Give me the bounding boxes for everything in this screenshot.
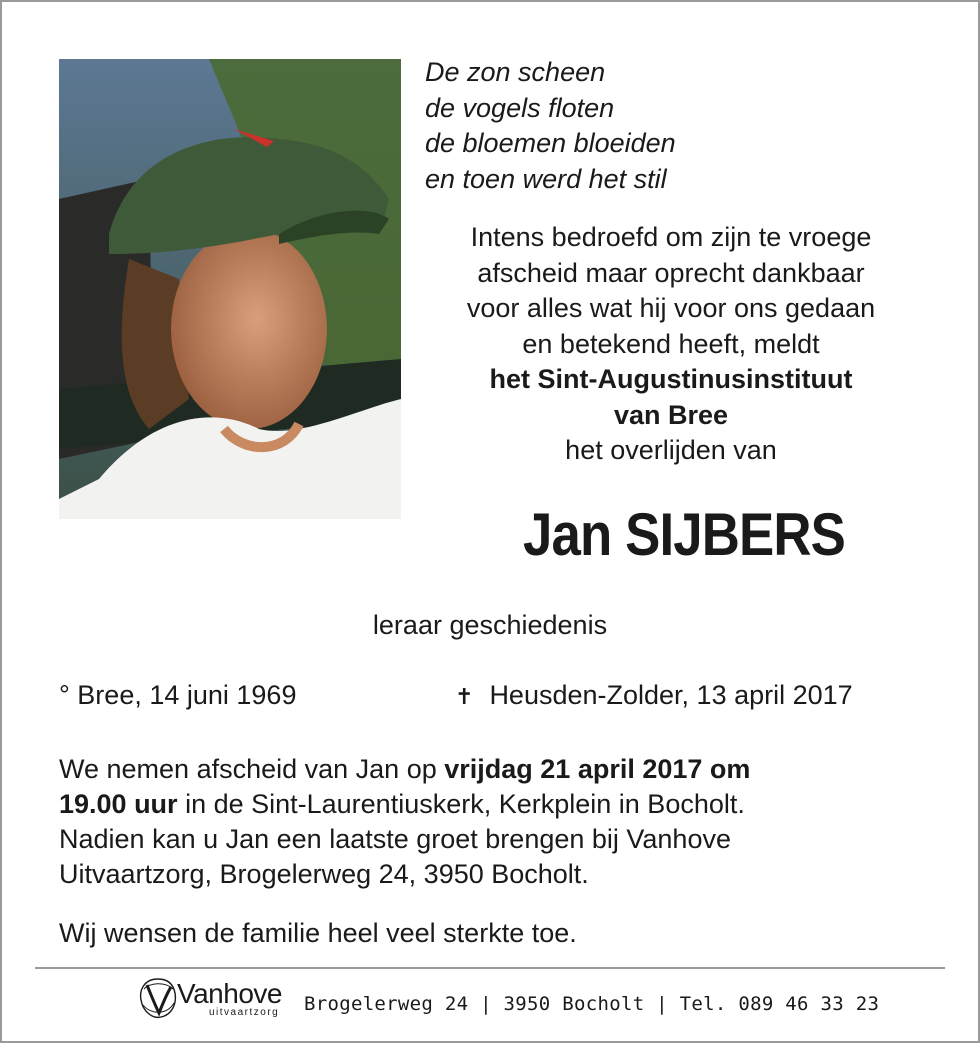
death-notice [411,220,931,469]
ceremony-location: in de Sint-Laurentiuskerk, Kerkplein in Bocholt. [177,789,745,819]
institution-location: van Bree [613,399,729,430]
notice-line: voor alles wat hij voor ons gedaan [466,293,876,323]
poem-line: de bloemen bloeiden [425,128,676,158]
ceremony-line-4: Uitvaartzorg, Brogelerweg 24, 3950 Bocholt. [59,859,589,889]
notice-line: afscheid maar oprecht dankbaar [477,257,865,288]
vanhove-logo [137,975,297,1025]
funeral-home-address: Brogelerweg 24 | 3950 Bocholt | Tel. 089 46 33 23 [304,993,880,1015]
vanhove-v-icon [137,975,179,1021]
cross-icon: ✝ [455,684,474,709]
logo-subtitle: uitvaartzorg [209,1007,280,1018]
ceremony-time: 19.00 uur [59,789,178,819]
ceremony-intro: We nemen afscheid van Jan op [59,754,445,784]
deceased-name: Jan SIJBERS [523,501,845,568]
ceremony-line-3: Nadien kan u Jan een laatste groet brengen bij Vanhove [59,824,731,854]
footer-divider [35,967,945,969]
poem-line: de vogels floten [425,92,615,123]
death-place-date: Heusden-Zolder, 13 april 2017 [489,680,853,710]
death-info [455,680,853,711]
portrait-photo [59,59,401,519]
notice-closing: het overlijden van [565,435,777,465]
deceased-profession: leraar geschiedenis [372,610,608,640]
ceremony-date: vrijdag 21 april 2017 om [444,754,751,784]
poem-line: De zon scheen [425,57,606,87]
ceremony-info [59,752,929,892]
ceremony-line-2 [59,787,929,822]
notice-line: en betekend heeft, meldt [522,328,820,359]
logo-name: Vanhove [177,978,282,1009]
birth-info: ° Bree, 14 juni 1969 [59,680,297,710]
institution-name: het Sint-Augustinusinstituut [489,364,853,394]
notice-line: Intens bedroefd om zijn te vroege [470,222,872,252]
poem-line: en toen werd het stil [425,163,667,194]
poem [425,55,676,197]
ceremony-line-1 [59,752,929,787]
condolence-wish: Wij wensen de familie heel veel sterkte toe. [59,918,577,948]
